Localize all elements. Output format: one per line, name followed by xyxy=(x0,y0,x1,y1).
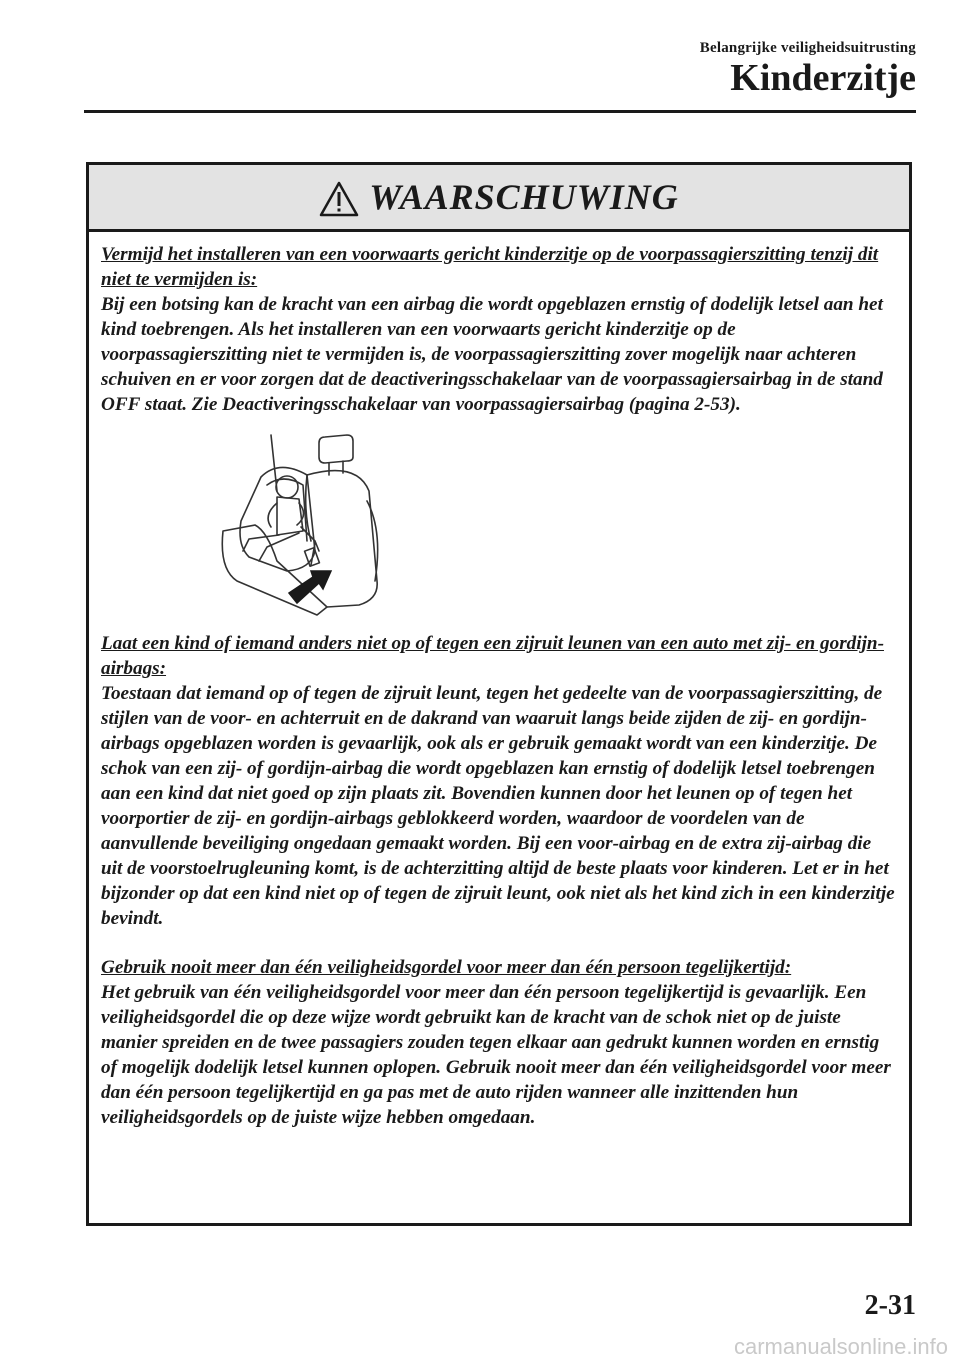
page-title: Kinderzitje xyxy=(730,57,916,99)
warning-item-text: Bij een botsing kan de kracht van een airbag die wordt opgeblazen ernstig of dodelijk letsel aan het kind toebrengen. Als het installeren van een voorwaarts gericht kinderzitje op de voorpassagierszitting niet te vermijden is, de voorpassagierszitting zover mogelijk naar achteren schuiven en er voor zorgen dat de deactiveringsschakelaar van de voorpassagiersairbag in de stand OFF staat. Zie Deactiveringsschakelaar van voorpassagiersairbag (pagina 2-53). xyxy=(101,294,883,415)
watermark: carmanualsonline.info xyxy=(733,1334,948,1359)
warning-item-text: Het gebruik van één veiligheidsgordel voor meer dan één persoon tegelijkertijd is gevaarlijk. Een veiligheidsgordel die op deze wijze wordt gebruikt kan de kracht van de schok niet op de juiste manier spreiden en de twee passagiers zouden tegen elkaar aan gedrukt kunnen worden en ernstig of mogelijk dodelijk letsel kunnen oplopen. Gebruik nooit meer dan één veiligheidsgordel voor meer dan één persoon tegelijkertijd en ga pas met de auto rijden wanneer alle inzittenden hun veiligheidsgordels op de juiste wijze hebben omgedaan. xyxy=(101,982,891,1128)
page-number: 2-31 xyxy=(864,1290,916,1321)
section-label: Belangrijke veiligheidsuitrusting xyxy=(699,40,916,56)
warning-triangle-icon xyxy=(319,181,359,217)
child-seat-illustration xyxy=(207,431,447,621)
warning-body xyxy=(89,232,909,1130)
warning-item-text: Toestaan dat iemand op of tegen de zijruit leunt, tegen het gedeelte van de voorpassagierszitting, de stijlen van de voor- en achterruit en de dakrand van waaruit langs beide zijden de zij- en gordijn-airbags opgeblazen worden is gevaarlijk, ook als er gebruik gemaakt wordt van een kinderzitje. De schok van een zij- of gordijn-airbag die wordt opgeblazen kan ernstig of dodelijk letsel toebrengen aan een kind dat niet goed op zijn plaats zit. Bovendien kunnen door het leunen op of tegen het voorportier de zij- en gordijn-airbags geblokkeerd worden, waardoor de voordelen van de aanvullende beveiliging ongedaan gemaakt worden. Bij een voor-airbag en de extra zij-airbag die uit de voorstoelrugleuning komt, is de achterzitting altijd de beste plaats voor kinderen. Let er in het bijzonder op dat een kind niet op of tegen de zijruit leunt, ook niet als het kind zich in een kinderzitje bevindt. xyxy=(101,683,895,929)
warning-item-heading: Laat een kind of iemand anders niet op of tegen een zijruit leunen van een auto met zij- en gordijn-airbags: xyxy=(101,633,884,679)
warning-item-heading: Gebruik nooit meer dan één veiligheidsgordel voor meer dan één persoon tegelijkertijd: xyxy=(101,957,792,978)
warning-header xyxy=(89,165,909,232)
warning-title: WAARSCHUWING xyxy=(369,177,679,217)
header-divider xyxy=(84,110,916,113)
warning-box xyxy=(86,162,912,1226)
figure xyxy=(101,431,897,621)
warning-item-heading: Vermijd het installeren van een voorwaarts gericht kinderzitje op de voorpassagierszitting tenzij dit niet te vermijden is: xyxy=(101,244,879,290)
